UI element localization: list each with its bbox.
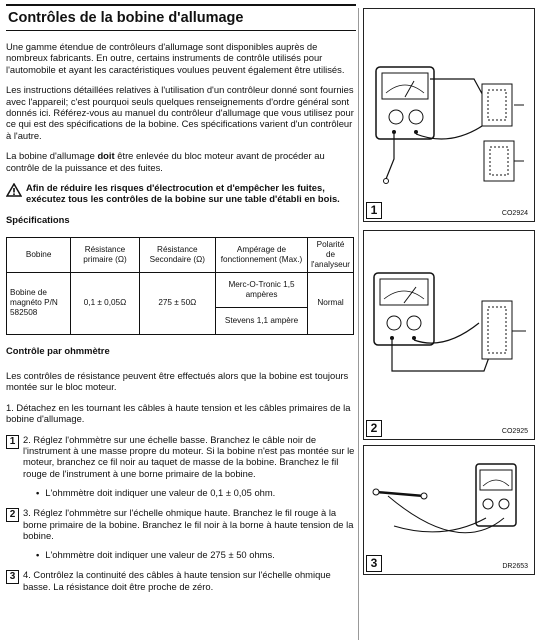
step-2-text: 2. Réglez l'ohmmètre sur une échelle basse. Branchez le câble noir de l'instrument à une masse propre du moteur. Si la bobine n'est pas montée sur le moteur, branchez ce fil noir au taquet de masse de la bobine. Branchez le fil rouge de l'instrument à une borne primaire de la bobine. [23,433,355,479]
figure-label-3: 3 [366,555,382,572]
step-3-text: 3. Réglez l'ohmmètre sur l'échelle ohmique haute. Branchez le fil rouge à la borne primaire de la bobine. Branchez le fil noir à la borne à haute tension de la bobine. [23,507,354,541]
figure-code-1: CO2924 [501,210,528,217]
header-amperage: Ampérage de fonctionnement (Max.) [215,237,307,272]
specs-heading: Spécifications [6,213,70,225]
figure-2 [363,230,535,440]
step-badge-3: 3 [6,570,19,584]
intro-paragraph-1: Une gamme étendue de contrôleurs d'allumage sont disponibles auprès de nombreux fabricants. En outre, certains instruments de contrôle utilisés pour l'automobile et ayant les caractéristiques voulues peuvent également être utilisés. [6,41,345,75]
figure-code-3: DR2653 [502,563,528,570]
bullet-icon: • [36,549,40,561]
step-4-text: 4. Contrôlez la continuité des câbles à haute tension sur l'échelle ohmique basse. La résistance doit être proche de zéro. [23,569,331,592]
page-title: Contrôles de la bobine d'allumage [6,4,356,31]
header-primary: Résistance primaire (Ω) [71,237,139,272]
header-bobine: Bobine [7,237,71,272]
cell-secondary: 275 ± 50Ω [139,272,215,334]
ohm-intro: Les contrôles de résistance peuvent être effectués alors que la bobine est toujours montée sur le bloc moteur. [6,369,349,393]
header-secondary: Résistance Secondaire (Ω) [139,237,215,272]
step-4 [6,569,356,592]
step-2 [6,434,356,480]
figure-1 [363,8,535,222]
figure-label-1: 1 [366,202,382,219]
warning-text: Afin de réduire les risques d'électrocution et d'empêcher les fuites, exécutez tous les contrôles de la bobine sur une table d'établi en bois. [26,182,340,205]
figure-code-2: CO2925 [501,428,528,435]
bullet-icon: • [36,487,40,499]
ohmmeter-cable-illustration [364,446,534,574]
cell-primary: 0,1 ± 0,05Ω [71,272,139,334]
warning-icon [6,183,22,197]
warning-block [6,182,356,205]
specs-table [6,237,354,335]
text-column [6,0,356,600]
step-badge-1: 1 [6,435,19,449]
ohm-heading: Contrôle par ohmmètre [6,344,110,356]
cell-amp-merc: Merc-O-Tronic 1,5 ampères [215,272,307,307]
bullet-2: • L'ohmmètre doit indiquer une valeur de 0,1 ± 0,05 ohm. [36,487,276,499]
table-row [7,272,354,307]
ohmmeter-coil-illustration [364,9,534,221]
cell-polarity: Normal [308,272,354,334]
bullet-3: • L'ohmmètre doit indiquer une valeur de 275 ± 50 ohms. [36,549,275,561]
header-polarity: Polarité de l'analyseur [308,237,354,272]
ohmmeter-coil-illustration [364,231,534,439]
step-3 [6,507,356,541]
cell-amp-stevens: Stevens 1,1 ampère [215,307,307,334]
cell-coil: Bobine de magnéto P/N 582508 [7,272,71,334]
figure-3 [363,445,535,575]
figure-label-2: 2 [366,420,382,437]
step-badge-2: 2 [6,508,19,522]
intro-paragraph-2: Les instructions détaillées relatives à l'utilisation d'un contrôleur donné sont fournies avec l'appareil; c'est pourquoi seuls quelques renseignements d'ordre général sont donnés ici. Référez-vous au manuel du contrôleur d'allumage que vous utilisez pour ce qui est des spécifications de la bobine. Ces spécifications varient d'un contrôleur à l'autre. [6,84,354,141]
column-divider [358,8,359,640]
step-1: 1. Détachez en les tournant les câbles à haute tension et les câbles primaires de la bobine d'allumage. [6,401,351,425]
removal-paragraph: La bobine d'allumage doit être enlevée du bloc moteur avant de procéder au contrôle de la puissance et des fuites. [6,150,325,173]
table-header-row [7,237,354,272]
